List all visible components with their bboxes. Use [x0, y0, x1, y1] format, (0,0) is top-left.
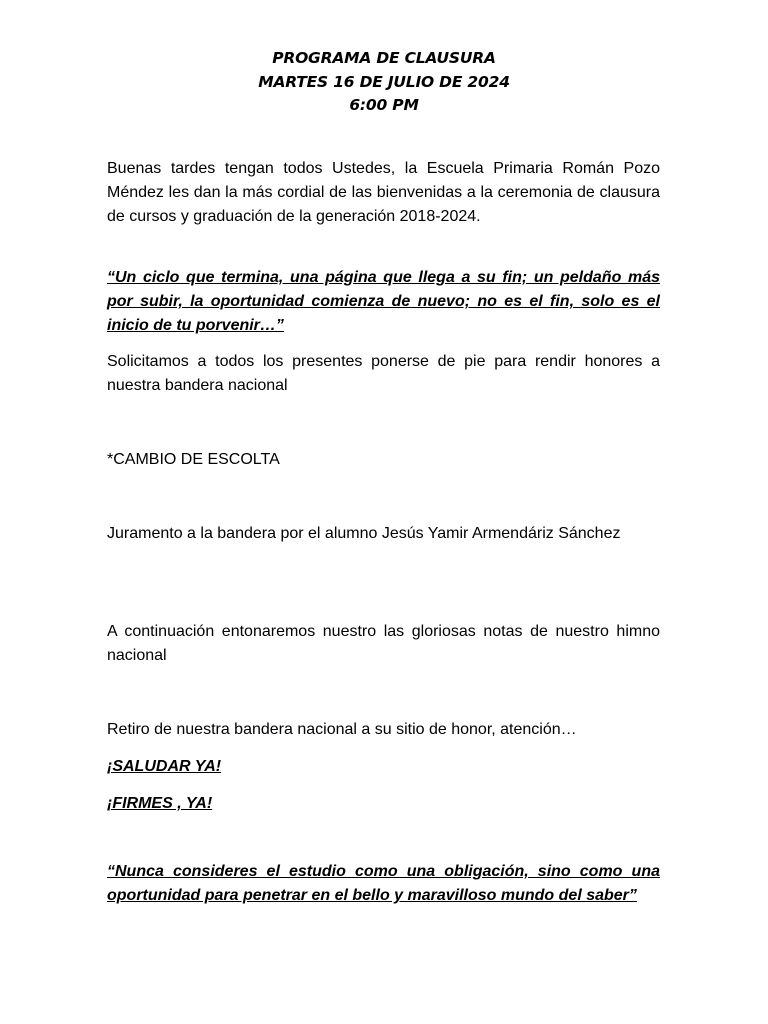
closing-quote: “Nunca consideres el estudio como una obligación, sino como una oportunidad para penetrar en el bello y maravilloso mundo del saber” [107, 863, 660, 904]
welcome-paragraph: Buenas tardes tengan todos Ustedes, la Escuela Primaria Román Pozo Méndez les dan la más cordial de las bienvenidas a la ceremonia de clausura de cursos y graduación de la generación 2018-2024. [107, 160, 660, 225]
title-line-date: MARTES 16 DE JULIO DE 2024 [258, 72, 510, 91]
program-title [0, 47, 768, 118]
flag-retire-paragraph: Retiro de nuestra bandera nacional a su sitio de honor, atención… [107, 721, 577, 738]
opening-quote: “Un ciclo que termina, una página que llega a su fin; un peldaño más por subir, la oportunidad comienza de nuevo; no es el fin, solo es el inicio de tu porvenir…” [107, 269, 660, 334]
honors-paragraph: Solicitamos a todos los presentes ponerse de pie para rendir honores a nuestra bandera nacional [107, 353, 660, 394]
salute-command: ¡SALUDAR YA! [107, 758, 222, 775]
escort-change: *CAMBIO DE ESCOLTA [107, 451, 280, 468]
anthem-paragraph: A continuación entonaremos nuestro las gloriosas notas de nuestro himno nacional [107, 623, 660, 664]
flag-oath-paragraph: Juramento a la bandera por el alumno Jesús Yamir Armendáriz Sánchez [107, 525, 621, 542]
title-line-time: 6:00 PM [349, 96, 419, 114]
title-line-program: PROGRAMA DE CLAUSURA [272, 49, 496, 67]
firm-command: ¡FIRMES , YA! [107, 795, 213, 812]
